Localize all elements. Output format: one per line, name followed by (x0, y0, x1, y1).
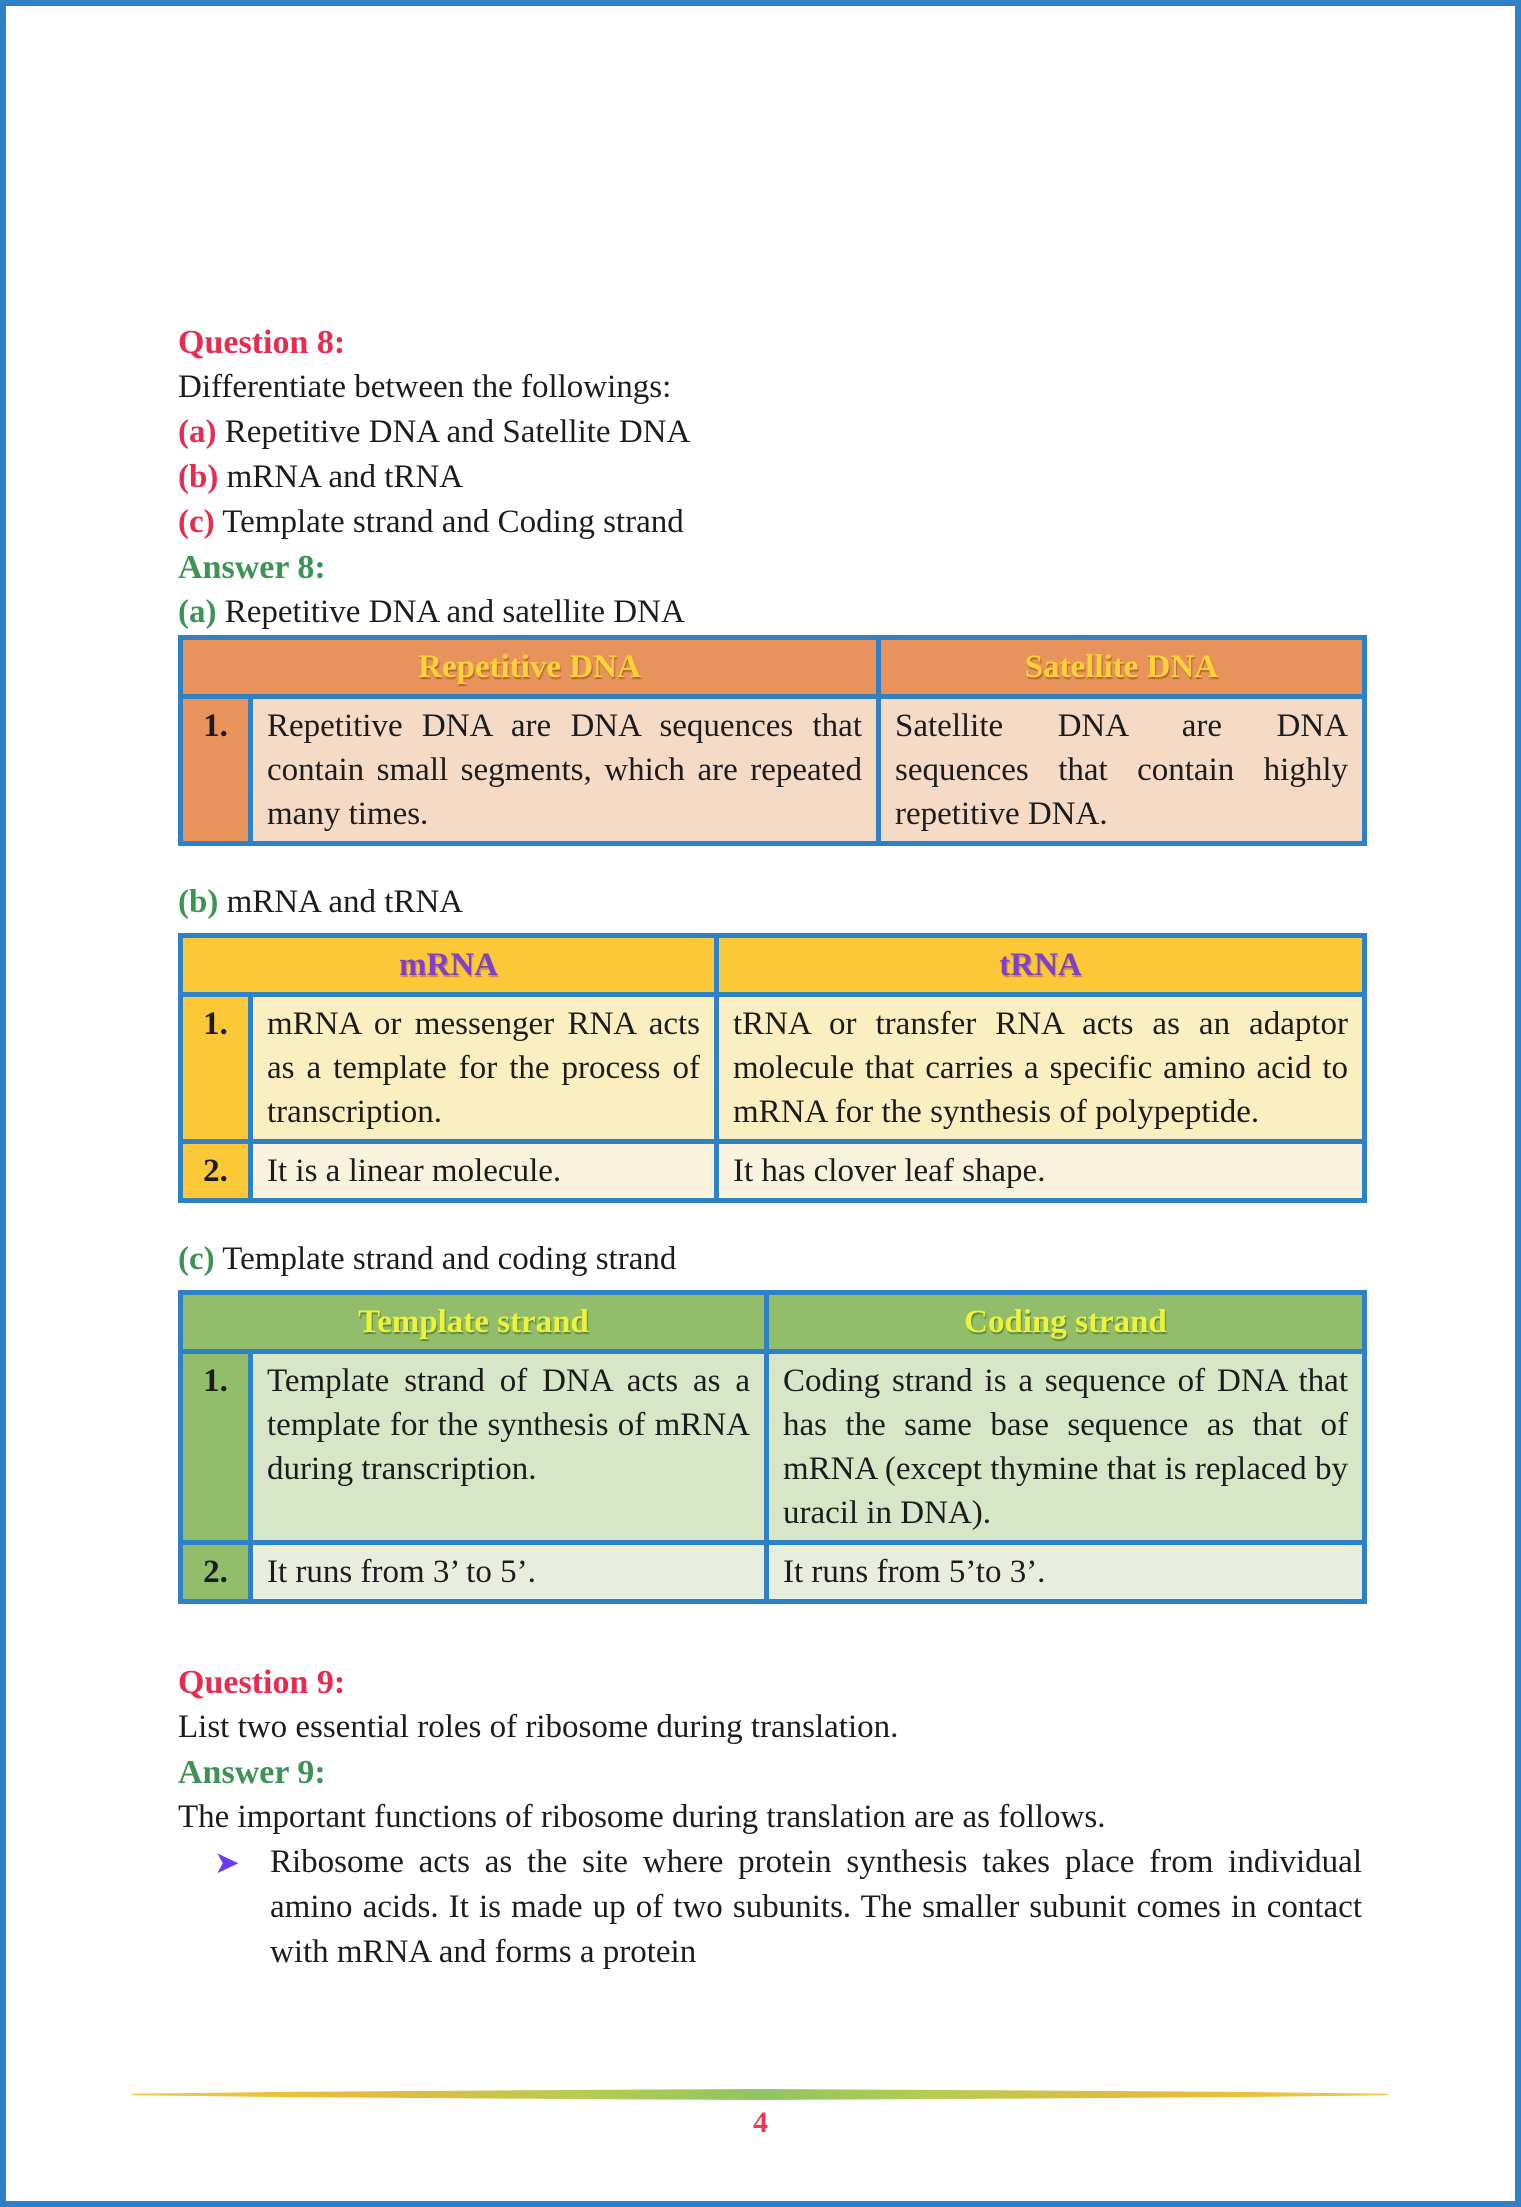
table-row (181, 697, 1365, 844)
part-label: (a) (178, 414, 217, 450)
question-8-intro: Differentiate between the followings: (178, 369, 672, 405)
question-8-part-a (178, 410, 1362, 455)
table-cell: It is a linear molecule. (251, 1142, 717, 1201)
table-row (181, 1142, 1365, 1201)
part-label: (a) (178, 594, 217, 630)
question-9-title: Question 9: (178, 1664, 346, 1701)
column-header-trna: tRNA (717, 936, 1365, 995)
part-label: (c) (178, 1241, 215, 1277)
row-number: 1. (181, 697, 251, 844)
answer-9-bullet (178, 1840, 1362, 1975)
part-text: Template strand and coding strand (222, 1241, 677, 1277)
table-cell: It has clover leaf shape. (717, 1142, 1365, 1201)
part-text: Template strand and Coding strand (222, 504, 684, 540)
template-coding-table (178, 1290, 1367, 1604)
row-number: 1. (181, 995, 251, 1142)
table-cell: mRNA or messenger RNA acts as a template for the process of transcription. (251, 995, 717, 1142)
part-text: mRNA and tRNA (226, 884, 464, 920)
bullet-arrow-icon: ➤ (214, 1845, 240, 1881)
part-text: mRNA and tRNA (226, 459, 464, 495)
table-header-row (181, 936, 1365, 995)
footer-divider (132, 2088, 1388, 2101)
mrna-trna-table (178, 933, 1367, 1203)
row-number: 2. (181, 1543, 251, 1602)
question-8-part-b (178, 455, 1362, 500)
bullet-text: Ribosome acts as the site where protein synthesis takes place from individual amino acids. It is made up of two subunits. The smaller subunit comes in contact with mRNA and forms a protein (270, 1844, 1362, 1970)
question-8-part-c (178, 500, 1362, 545)
part-label: (c) (178, 504, 215, 540)
part-text: Repetitive DNA and Satellite DNA (224, 414, 691, 450)
answer-8b-heading (178, 880, 1362, 925)
column-header-repetitive-dna: Repetitive DNA (181, 638, 879, 697)
part-label: (b) (178, 884, 219, 920)
table-row (181, 1352, 1365, 1543)
column-header-satellite-dna: Satellite DNA (879, 638, 1365, 697)
page-content (178, 320, 1362, 1975)
table-row (181, 1543, 1365, 1602)
table-cell: It runs from 5’to 3’. (767, 1543, 1365, 1602)
repetitive-satellite-table (178, 635, 1367, 846)
answer-9-intro: The important functions of ribosome during translation are as follows. (178, 1799, 1106, 1835)
table-cell: Repetitive DNA are DNA sequences that contain small segments, which are repeated many times. (251, 697, 879, 844)
table-row (181, 995, 1365, 1142)
table-cell: It runs from 3’ to 5’. (251, 1543, 767, 1602)
answer-8a-heading (178, 590, 1362, 635)
row-number: 2. (181, 1142, 251, 1201)
table-cell: tRNA or transfer RNA acts as an adaptor molecule that carries a specific amino acid to mRNA for the synthesis of polypeptide. (717, 995, 1365, 1142)
column-header-mrna: mRNA (181, 936, 717, 995)
answer-9-title: Answer 9: (178, 1754, 326, 1791)
question-9-text: List two essential roles of ribosome during translation. (178, 1709, 899, 1745)
table-header-row (181, 1293, 1365, 1352)
row-number: 1. (181, 1352, 251, 1543)
page-number: 4 (753, 2106, 768, 2139)
answer-8-title: Answer 8: (178, 549, 326, 586)
table-header-row (181, 638, 1365, 697)
part-label: (b) (178, 459, 219, 495)
question-8-title: Question 8: (178, 324, 346, 361)
table-cell: Template strand of DNA acts as a template for the synthesis of mRNA during transcription. (251, 1352, 767, 1543)
part-text: Repetitive DNA and satellite DNA (224, 594, 685, 630)
column-header-coding-strand: Coding strand (767, 1293, 1365, 1352)
table-cell: Satellite DNA are DNA sequences that contain highly repetitive DNA. (879, 697, 1365, 844)
answer-8c-heading (178, 1237, 1362, 1282)
column-header-template-strand: Template strand (181, 1293, 767, 1352)
table-cell: Coding strand is a sequence of DNA that has the same base sequence as that of mRNA (except thymine that is replaced by uracil in DNA). (767, 1352, 1365, 1543)
